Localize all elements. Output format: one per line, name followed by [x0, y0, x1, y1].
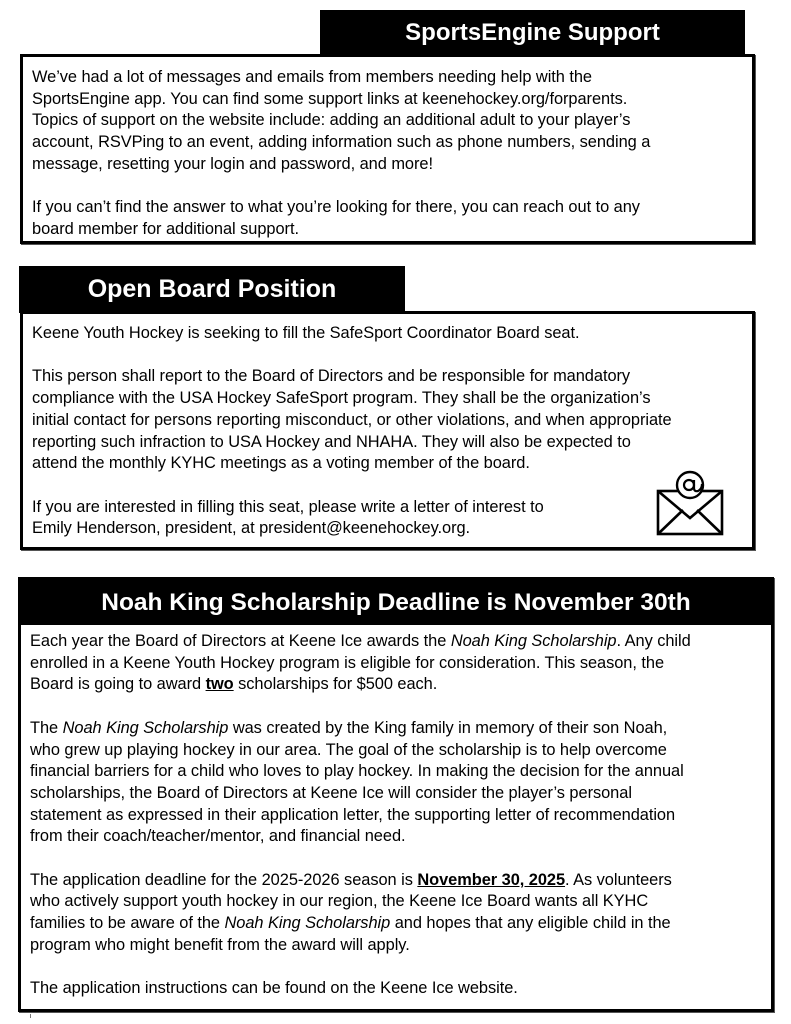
- scholarship-title: Noah King Scholarship Deadline is November 30th: [101, 588, 691, 616]
- body-line: reporting such infraction to USA Hockey and NHAHA. They will also be expected to: [32, 432, 631, 451]
- two-emphasis: two: [205, 675, 234, 694]
- open-board-position-title: Open Board Position: [87, 275, 337, 303]
- body-line: We’ve had a lot of messages and emails from members needing help with the: [32, 68, 592, 86]
- stray-mark: [30, 1014, 31, 1018]
- body-line: scholarships, the Board of Directors at Keene Ice will consider the player’s personal: [30, 783, 632, 802]
- paragraph-gap: [30, 696, 765, 718]
- scholarship-header: [21, 580, 771, 625]
- body-line: Emily Henderson, president, at president@keenehockey.org.: [32, 519, 471, 538]
- paragraph-gap: [32, 176, 746, 198]
- body-line: attend the monthly KYHC meetings as a voting member of the board.: [32, 454, 530, 473]
- body-line: enrolled in a Keene Youth Hockey program is eligible for consideration. This season, the: [30, 653, 665, 672]
- paragraph-gap: [32, 475, 746, 497]
- body-line: message, resetting your login and password, and more!: [32, 154, 433, 173]
- body-line: financial barriers for a child who loves to play hockey. In making the decision for the annual: [30, 762, 684, 781]
- sportsengine-support-section: [20, 54, 755, 244]
- email-envelope-at-icon: [656, 470, 724, 536]
- body-line: from their coach/teacher/mentor, and financial need.: [30, 827, 406, 846]
- body-line: who actively support youth hockey in our region, the Keene Ice Board wants all KYHC: [30, 892, 649, 911]
- body-line: account, RSVPing to an event, adding information such as phone numbers, sending a: [32, 133, 651, 152]
- paragraph-gap: [30, 957, 765, 979]
- sportsengine-support-body: [32, 67, 746, 241]
- body-line: If you can’t find the answer to what you’re looking for there, you can reach out to any: [32, 198, 640, 217]
- scholarship-body: [30, 631, 765, 1000]
- sportsengine-support-title: SportsEngine Support: [405, 18, 660, 46]
- body-line: The application instructions can be found on the Keene Ice website.: [30, 979, 518, 998]
- open-board-position-body: [32, 323, 746, 540]
- body-line: statement as expressed in their application letter, the supporting letter of recommendation: [30, 805, 676, 824]
- deadline-date-emphasis: November 30, 2025: [417, 870, 566, 889]
- scholarship-name-italic: Noah King Scholarship: [450, 632, 617, 650]
- scholarship-name-italic: Noah King Scholarship: [62, 718, 229, 737]
- body-line: The application deadline for the 2025-2026 season is November 30, 2025. As volunteers: [30, 870, 672, 889]
- open-board-position-header: [19, 266, 405, 313]
- body-line: program who might benefit from the award will apply.: [30, 935, 410, 954]
- body-line: who grew up playing hockey in our area. The goal of the scholarship is to help overcome: [30, 740, 667, 759]
- body-line: Each year the Board of Directors at Keene Ice awards the Noah King Scholarship. Any child: [30, 632, 691, 650]
- body-line: board member for additional support.: [32, 219, 299, 238]
- body-line: Keene Youth Hockey is seeking to fill the SafeSport Coordinator Board seat.: [32, 324, 580, 342]
- scholarship-name-italic: Noah King Scholarship: [224, 914, 391, 933]
- body-line: families to be aware of the Noah King Scholarship and hopes that any eligible child in the: [30, 914, 671, 933]
- body-line: This person shall report to the Board of Directors and be responsible for mandatory: [32, 367, 631, 386]
- body-line: If you are interested in filling this seat, please write a letter of interest to: [32, 497, 544, 516]
- body-line: initial contact for persons reporting misconduct, or other violations, and when appropriate: [32, 410, 672, 429]
- body-line: SportsEngine app. You can find some support links at keenehockey.org/forparents.: [32, 89, 628, 108]
- scholarship-section: [18, 577, 774, 1012]
- body-line: The Noah King Scholarship was created by the King family in memory of their son Noah,: [30, 718, 668, 737]
- body-line: Topics of support on the website include: adding an additional adult to your player’s: [32, 111, 631, 130]
- paragraph-gap: [30, 848, 765, 870]
- paragraph-gap: [32, 345, 746, 367]
- open-board-position-section: [20, 311, 755, 550]
- body-line: compliance with the USA Hockey SafeSport program. They shall be the organization’s: [32, 389, 651, 408]
- body-line: Board is going to award two scholarships for $500 each.: [30, 675, 438, 694]
- sportsengine-support-header: [320, 10, 745, 55]
